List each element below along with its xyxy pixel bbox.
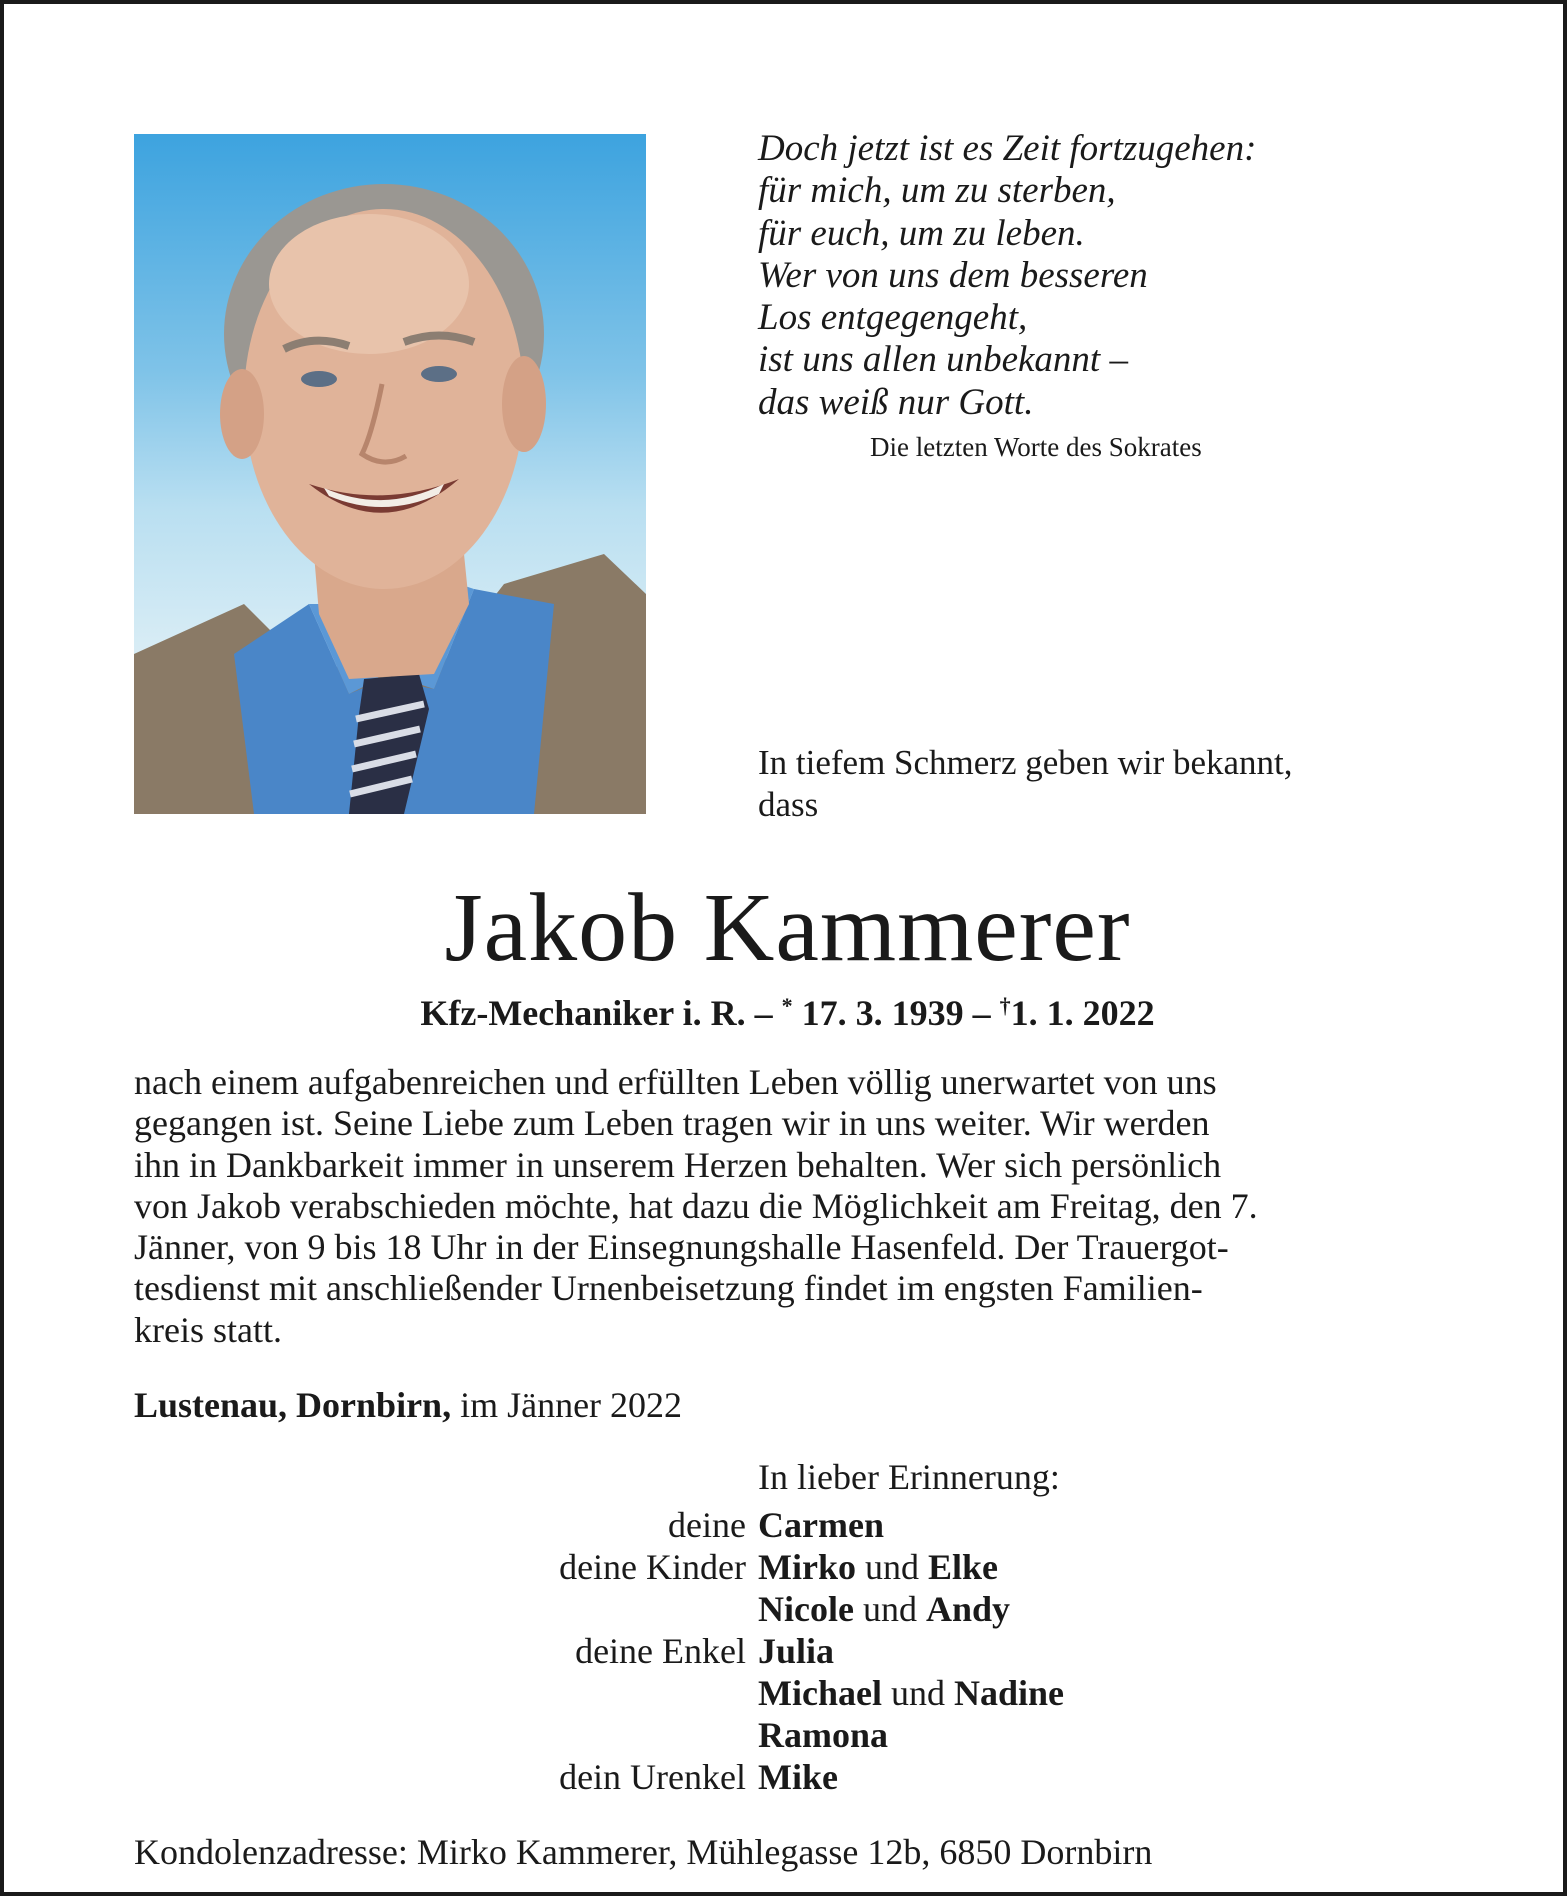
body-line: tesdienst mit anschließender Urnenbeisetzung findet im engsten Familien- bbox=[134, 1268, 1203, 1309]
intro-line: In tiefem Schmerz geben wir bekannt, bbox=[758, 743, 1293, 782]
body-line: Jänner, von 9 bis 18 Uhr in der Einsegnungshalle Hasenfeld. Der Trauergot- bbox=[134, 1227, 1229, 1268]
separator: – bbox=[963, 993, 1000, 1033]
occupation: Kfz-Mechaniker i. R. bbox=[420, 993, 746, 1033]
place-date bbox=[134, 1384, 682, 1426]
family-conj: und bbox=[855, 1547, 928, 1587]
family-conj: und bbox=[853, 1589, 926, 1629]
family-names bbox=[758, 1630, 834, 1672]
family-relation: deine Kinder bbox=[559, 1547, 746, 1587]
eye-right bbox=[421, 366, 457, 382]
family-names bbox=[758, 1504, 884, 1546]
birth-symbol: * bbox=[781, 993, 793, 1018]
family-name: Michael bbox=[758, 1673, 882, 1713]
body-line: nach einem aufgabenreichen und erfüllten Leben völlig unerwartet von uns bbox=[134, 1062, 1217, 1102]
poem-line: Doch jetzt ist es Zeit fortzugehen: bbox=[758, 128, 1257, 169]
poem-line: für mich, um zu sterben, bbox=[758, 170, 1116, 212]
eye-left bbox=[301, 371, 337, 387]
poem-line: Los entgegengeht, bbox=[758, 297, 1028, 339]
family-row bbox=[4, 1588, 1567, 1630]
family-name: Andy bbox=[925, 1589, 1011, 1629]
body-line: kreis statt. bbox=[134, 1309, 282, 1350]
intro-line: dass bbox=[758, 785, 819, 824]
family-row bbox=[4, 1672, 1567, 1714]
family-relation: deine bbox=[668, 1505, 746, 1545]
place-location: Lustenau, Dornbirn, bbox=[134, 1385, 452, 1425]
family-name: Elke bbox=[927, 1547, 998, 1587]
family-row bbox=[4, 1546, 1567, 1588]
family-conj: und bbox=[881, 1673, 954, 1713]
poem-source: Die letzten Worte des Sokrates bbox=[870, 432, 1202, 462]
family-names bbox=[758, 1756, 838, 1798]
body-line: ihn in Dankbarkeit immer in unserem Herzen behalten. Wer sich persönlich bbox=[134, 1144, 1222, 1185]
family-name: Carmen bbox=[758, 1505, 884, 1545]
family-name: Julia bbox=[758, 1631, 835, 1671]
body-line: gegangen ist. Seine Liebe zum Leben tragen wir in uns weiter. Wir werden bbox=[134, 1103, 1210, 1144]
family-name: Nadine bbox=[953, 1673, 1064, 1713]
death-symbol: † bbox=[999, 993, 1011, 1018]
family-row bbox=[4, 1630, 1567, 1672]
family-relation: deine Enkel bbox=[575, 1631, 746, 1671]
family-name: Mike bbox=[758, 1757, 838, 1797]
ear-right bbox=[502, 356, 546, 452]
family-names bbox=[758, 1672, 1064, 1714]
portrait-photo bbox=[134, 134, 646, 814]
family-name: Mirko bbox=[758, 1547, 856, 1587]
family-names bbox=[758, 1588, 1010, 1630]
family-name: Ramona bbox=[758, 1715, 889, 1755]
family-list bbox=[4, 1504, 1567, 1798]
place-month: im Jänner 2022 bbox=[451, 1385, 683, 1425]
family-relation: dein Urenkel bbox=[559, 1757, 746, 1797]
poem-line: das weiß nur Gott. bbox=[758, 381, 1034, 423]
poem-line: für euch, um zu leben. bbox=[758, 212, 1085, 254]
death-date: 1. 1. 2022 bbox=[1010, 993, 1155, 1033]
family-name: Nicole bbox=[758, 1589, 854, 1629]
body-line: von Jakob verabschieden möchte, hat dazu die Möglichkeit am Freitag, den 7. bbox=[134, 1185, 1258, 1226]
family-row bbox=[4, 1756, 1567, 1798]
birth-date: 17. 3. 1939 bbox=[792, 993, 964, 1033]
family-names bbox=[758, 1714, 888, 1756]
ear-left bbox=[220, 369, 264, 459]
family-names bbox=[758, 1546, 998, 1588]
poem-line: ist uns allen unbekannt – bbox=[758, 339, 1128, 381]
deceased-name: Jakob Kammerer bbox=[444, 874, 1131, 982]
memory-title: In lieber Erinnerung: bbox=[758, 1457, 1060, 1497]
obituary-body bbox=[134, 1062, 1439, 1351]
family-row bbox=[4, 1714, 1567, 1756]
deceased-details bbox=[4, 992, 1567, 1034]
announcement-intro bbox=[758, 742, 1458, 826]
separator: – bbox=[745, 993, 782, 1033]
poem-quote bbox=[758, 128, 1318, 424]
poem-line: Wer von uns dem besseren bbox=[758, 254, 1148, 296]
condolence-address: Kondolenzadresse: Mirko Kammerer, Mühlegasse 12b, 6850 Dornbirn bbox=[134, 1832, 1153, 1872]
portrait-illustration bbox=[134, 134, 646, 814]
family-row bbox=[4, 1504, 1567, 1546]
